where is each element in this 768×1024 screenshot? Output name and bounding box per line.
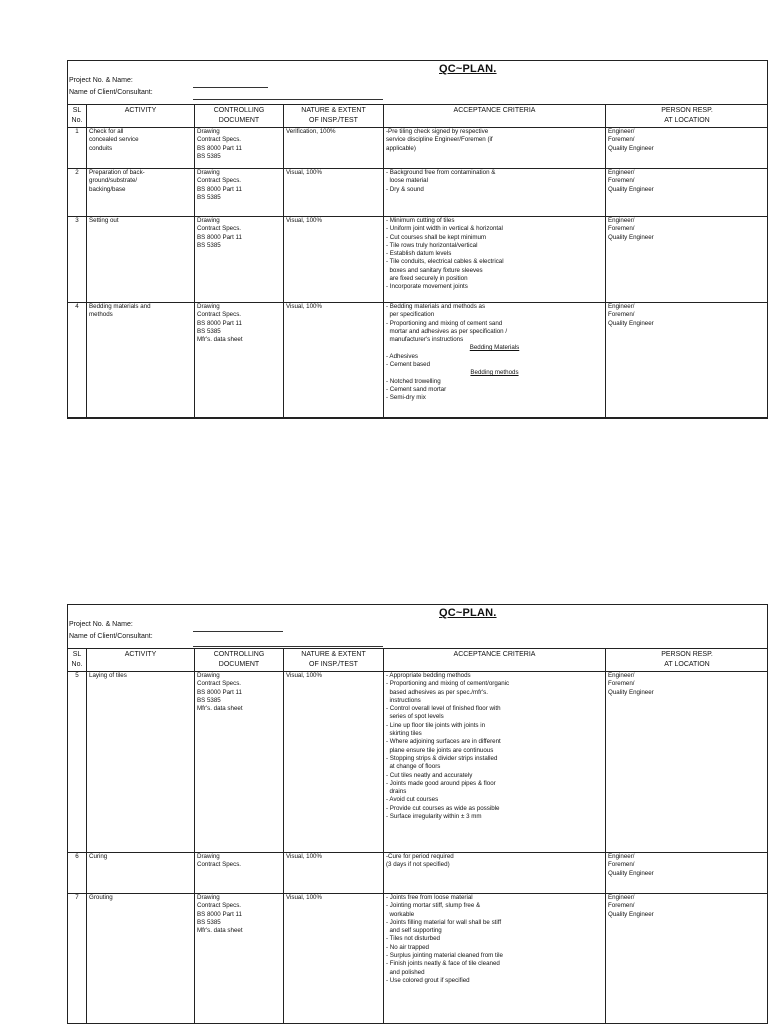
table-row [68, 217, 768, 303]
activity-line: Laying of tiles [89, 672, 127, 679]
criteria-line: - Joints made good around pipes & floor [386, 779, 496, 787]
criteria-line: - Stopping strips & divider strips installed [386, 754, 498, 762]
row-activity [87, 217, 195, 303]
activity-line: concealed service [89, 136, 139, 144]
activity-line: Setting out [89, 217, 119, 224]
document-line: Drawing [197, 672, 220, 679]
header-activity: ACTIVITY [87, 105, 195, 128]
person-line: Engineer/ [608, 128, 635, 135]
row-acceptance-criteria [384, 672, 606, 853]
person-line: Quality Engineer [608, 144, 654, 152]
criteria-line: - Uniform joint width in vertical & horizontal [386, 225, 503, 233]
header-sl-line: No. [71, 117, 83, 124]
row-sl-no: 7 [68, 894, 87, 1024]
activity-line: conduits [89, 144, 113, 152]
document-line: BS 8000 Part 11 [197, 233, 242, 241]
document-line: Contract Specs. [197, 136, 242, 144]
document-line: Contract Specs. [197, 311, 242, 319]
header-sl-line: SL [72, 651, 82, 658]
client-label: Name of Client/Consultant: [69, 633, 153, 640]
criteria-line: - Cement based [386, 361, 431, 369]
header-controlling-document [195, 649, 284, 672]
project-line [193, 631, 283, 632]
row-sl-no: 5 [68, 672, 87, 853]
criteria-line: (3 days if not specified) [386, 861, 450, 869]
document-line: Contract Specs. [197, 225, 242, 233]
header-sl [68, 105, 87, 128]
row-person-responsible [606, 853, 768, 894]
criteria-line: - Dry & sound [386, 185, 424, 193]
document-line: Drawing [197, 217, 220, 224]
row-nature-extent: Visual, 100% [284, 894, 384, 1024]
criteria-line: and polished [386, 968, 425, 976]
header-activity: ACTIVITY [87, 649, 195, 672]
criteria-line: - Incorporate movement joints [386, 283, 468, 291]
header-sl-line: SL [72, 107, 82, 114]
document-line: Drawing [197, 169, 220, 176]
project-line [193, 87, 268, 88]
document-line: Drawing [197, 894, 220, 901]
criteria-line: - Minimum cutting of tiles [386, 217, 455, 224]
header-nature-extent-line: NATURE & EXTENT [301, 651, 366, 658]
row-nature-extent: Visual, 100% [284, 303, 384, 419]
header-row [68, 105, 768, 128]
activity-line: Grouting [89, 894, 113, 901]
activity-line: backing/base [89, 185, 126, 193]
project-label: Project No. & Name: [69, 621, 133, 628]
criteria-subheading [386, 344, 603, 352]
document-line: BS 5385 [197, 152, 221, 160]
criteria-line: drains [386, 788, 407, 796]
row-sl-no: 1 [68, 128, 87, 169]
person-line: Quality Engineer [608, 319, 654, 327]
row-nature-extent: Visual, 100% [284, 217, 384, 303]
criteria-line: - Surplus jointing material cleaned from tile [386, 952, 503, 960]
criteria-line: -Pre tiling check signed by respective [386, 128, 489, 135]
row-nature-extent: Visual, 100% [284, 169, 384, 217]
qc-plan-sheet-2 [67, 604, 768, 1024]
row-sl-no: 6 [68, 853, 87, 894]
criteria-line: - Joints free from loose material [386, 894, 473, 901]
criteria-line: - Tile conduits, electrical cables & electrical [386, 258, 504, 266]
criteria-subheading [386, 369, 603, 377]
criteria-line: - Proportioning and mixing of cement sand [386, 319, 503, 327]
person-line: Quality Engineer [608, 688, 654, 696]
row-activity [87, 672, 195, 853]
criteria-line: applicable) [386, 144, 416, 152]
document-line: BS 5385 [197, 327, 221, 335]
criteria-line: - Background free from contamination & [386, 169, 496, 176]
row-sl-no: 3 [68, 217, 87, 303]
row-controlling-document [195, 169, 284, 217]
header-person-resp-line: AT LOCATION [664, 661, 710, 668]
row-acceptance-criteria [384, 169, 606, 217]
table-row [68, 853, 768, 894]
criteria-line: - Line up floor tile joints with joints in [386, 721, 486, 729]
criteria-line: boxes and sanitary fixture sleeves [386, 266, 483, 274]
qc-plan-table [67, 648, 768, 1024]
header-controlling-document-line: DOCUMENT [218, 117, 260, 124]
criteria-line: - Where adjoining surfaces are in different [386, 738, 501, 746]
activity-line: methods [89, 311, 113, 319]
qc-plan-title: QC~PLAN. [439, 63, 497, 75]
row-controlling-document [195, 894, 284, 1024]
person-line: Engineer/ [608, 169, 635, 176]
person-line: Foremen/ [608, 861, 635, 869]
criteria-line: mortar and adhesives as per specification / [386, 327, 508, 335]
header-nature-extent [284, 649, 384, 672]
row-person-responsible [606, 128, 768, 169]
row-nature-extent: Visual, 100% [284, 853, 384, 894]
header-row [68, 649, 768, 672]
criteria-line: per specification [386, 311, 435, 319]
row-activity [87, 169, 195, 217]
document-line: BS 5385 [197, 918, 221, 926]
row-activity [87, 128, 195, 169]
person-line: Engineer/ [608, 303, 635, 310]
header-sl-line: No. [71, 661, 83, 668]
header-controlling-document-line: DOCUMENT [218, 661, 260, 668]
header-nature-extent-line: OF INSP./TEST [309, 661, 358, 668]
row-nature-extent: Visual, 100% [284, 672, 384, 853]
criteria-line: and self supporting [386, 927, 442, 935]
criteria-line: manufacturer's instructions [386, 336, 464, 344]
client-line [193, 646, 383, 647]
criteria-line: - Bedding materials and methods as [386, 303, 486, 310]
header-person-resp-line: PERSON RESP. [661, 107, 713, 114]
criteria-line: series of spot levels [386, 713, 444, 721]
criteria-line: - Joints filling material for wall shall be stiff [386, 918, 502, 926]
person-line: Foremen/ [608, 225, 635, 233]
client-label: Name of Client/Consultant: [69, 89, 153, 96]
header-acceptance-criteria: ACCEPTANCE CRITERIA [384, 649, 606, 672]
criteria-line: based adhesives as per spec./mfr's. [386, 688, 488, 696]
header-person-resp-line: PERSON RESP. [661, 651, 713, 658]
criteria-line: - Notched trowelling [386, 377, 441, 385]
table-row [68, 672, 768, 853]
header-person-resp-line: AT LOCATION [664, 117, 710, 124]
qc-plan-sheet-1 [67, 60, 768, 418]
row-person-responsible [606, 303, 768, 419]
person-line: Engineer/ [608, 217, 635, 224]
criteria-line: plane ensure tile joints are continuous [386, 746, 494, 754]
table-row [68, 169, 768, 217]
row-controlling-document [195, 672, 284, 853]
person-line: Quality Engineer [608, 910, 654, 918]
activity-line: Bedding materials and [89, 303, 151, 310]
row-acceptance-criteria [384, 853, 606, 894]
criteria-line: - Jointing mortar stiff, slump free & [386, 902, 481, 910]
row-nature-extent: Verification, 100% [284, 128, 384, 169]
document-line: Mfr's. data sheet [197, 927, 243, 935]
header-controlling-document-line: CONTROLLING [213, 107, 265, 114]
row-activity [87, 853, 195, 894]
criteria-line: - Semi-dry mix [386, 394, 426, 402]
header-acceptance-criteria: ACCEPTANCE CRITERIA [384, 105, 606, 128]
document-line: Contract Specs. [197, 861, 242, 869]
document-line: BS 8000 Part 11 [197, 185, 242, 193]
document-line: BS 8000 Part 11 [197, 144, 242, 152]
criteria-line: - Appropriate bedding methods [386, 672, 471, 679]
document-line: BS 8000 Part 11 [197, 688, 242, 696]
criteria-line: - No air trapped [386, 943, 429, 951]
document-line: BS 5385 [197, 193, 221, 201]
person-line: Engineer/ [608, 894, 635, 901]
header-person-resp [606, 649, 768, 672]
criteria-line: - Cut tiles neatly and accurately [386, 771, 473, 779]
activity-line: ground/substrate/ [89, 177, 138, 185]
criteria-line: - Control overall level of finished floor with [386, 705, 501, 713]
header-nature-extent-line: OF INSP./TEST [309, 117, 358, 124]
criteria-line: - Provide cut courses as wide as possible [386, 804, 500, 812]
criteria-line: - Surface irregularity within ± 3 mm [386, 813, 482, 821]
document-line: Drawing [197, 853, 220, 860]
row-activity [87, 303, 195, 419]
qc-plan-table [67, 104, 768, 419]
criteria-line: service discipline Engineer/Foremen (if [386, 136, 493, 144]
row-acceptance-criteria [384, 128, 606, 169]
row-activity [87, 894, 195, 1024]
row-controlling-document [195, 853, 284, 894]
person-line: Engineer/ [608, 853, 635, 860]
document-line: Drawing [197, 303, 220, 310]
criteria-line: - Cut courses shall be kept minimum [386, 233, 487, 241]
person-line: Quality Engineer [608, 233, 654, 241]
header-controlling-document-line: CONTROLLING [213, 651, 265, 658]
criteria-line: - Use colored grout if specified [386, 976, 470, 984]
person-line: Foremen/ [608, 136, 635, 144]
document-line: Mfr's. data sheet [197, 336, 243, 344]
criteria-line: - Adhesives [386, 352, 418, 360]
person-line: Engineer/ [608, 672, 635, 679]
document-line: Drawing [197, 128, 220, 135]
row-controlling-document [195, 128, 284, 169]
header-nature-extent [284, 105, 384, 128]
activity-line: Preparation of back- [89, 169, 145, 176]
criteria-line: skirting tiles [386, 730, 422, 738]
criteria-line: - Finish joints neatly & face of tile cleaned [386, 960, 500, 968]
criteria-subheading-text: Bedding Materials [469, 344, 520, 352]
table-row [68, 303, 768, 419]
header-controlling-document [195, 105, 284, 128]
row-acceptance-criteria [384, 303, 606, 419]
criteria-line: - Tile rows truly horizontal/vertical [386, 241, 478, 249]
document-line: Mfr's. data sheet [197, 705, 243, 713]
criteria-line: -Cure for period required [386, 853, 454, 860]
row-controlling-document [195, 217, 284, 303]
header-person-resp [606, 105, 768, 128]
document-line: BS 5385 [197, 696, 221, 704]
row-person-responsible [606, 894, 768, 1024]
criteria-line: are fixed securely in position [386, 275, 468, 283]
row-sl-no: 4 [68, 303, 87, 419]
row-person-responsible [606, 217, 768, 303]
document-line: BS 8000 Part 11 [197, 319, 242, 327]
row-acceptance-criteria [384, 217, 606, 303]
person-line: Foremen/ [608, 902, 635, 910]
document-line: BS 5385 [197, 241, 221, 249]
project-label: Project No. & Name: [69, 77, 133, 84]
person-line: Foremen/ [608, 680, 635, 688]
qc-plan-title: QC~PLAN. [439, 607, 497, 619]
document-line: Contract Specs. [197, 680, 242, 688]
row-person-responsible [606, 169, 768, 217]
criteria-line: instructions [386, 696, 421, 704]
row-sl-no: 2 [68, 169, 87, 217]
document-line: BS 8000 Part 11 [197, 910, 242, 918]
header-nature-extent-line: NATURE & EXTENT [301, 107, 366, 114]
row-acceptance-criteria [384, 894, 606, 1024]
criteria-line: loose material [386, 177, 428, 185]
criteria-subheading-text: Bedding methods [470, 369, 519, 377]
row-person-responsible [606, 672, 768, 853]
activity-line: Check for all [89, 128, 124, 135]
criteria-line: - Proportioning and mixing of cement/organic [386, 680, 510, 688]
table-row [68, 128, 768, 169]
document-line: Contract Specs. [197, 902, 242, 910]
client-line [193, 99, 383, 100]
row-controlling-document [195, 303, 284, 419]
person-line: Quality Engineer [608, 185, 654, 193]
person-line: Foremen/ [608, 177, 635, 185]
criteria-line: - Avoid cut courses [386, 796, 439, 804]
criteria-line: - Cement sand mortar [386, 385, 447, 393]
person-line: Quality Engineer [608, 869, 654, 877]
criteria-line: workable [386, 910, 415, 918]
criteria-line: - Tiles not disturbed [386, 935, 440, 943]
table-row [68, 894, 768, 1024]
criteria-line: - Establish datum levels [386, 250, 452, 258]
document-line: Contract Specs. [197, 177, 242, 185]
person-line: Foremen/ [608, 311, 635, 319]
activity-line: Curing [89, 853, 108, 860]
header-sl [68, 649, 87, 672]
criteria-line: at change of floors [386, 763, 441, 771]
